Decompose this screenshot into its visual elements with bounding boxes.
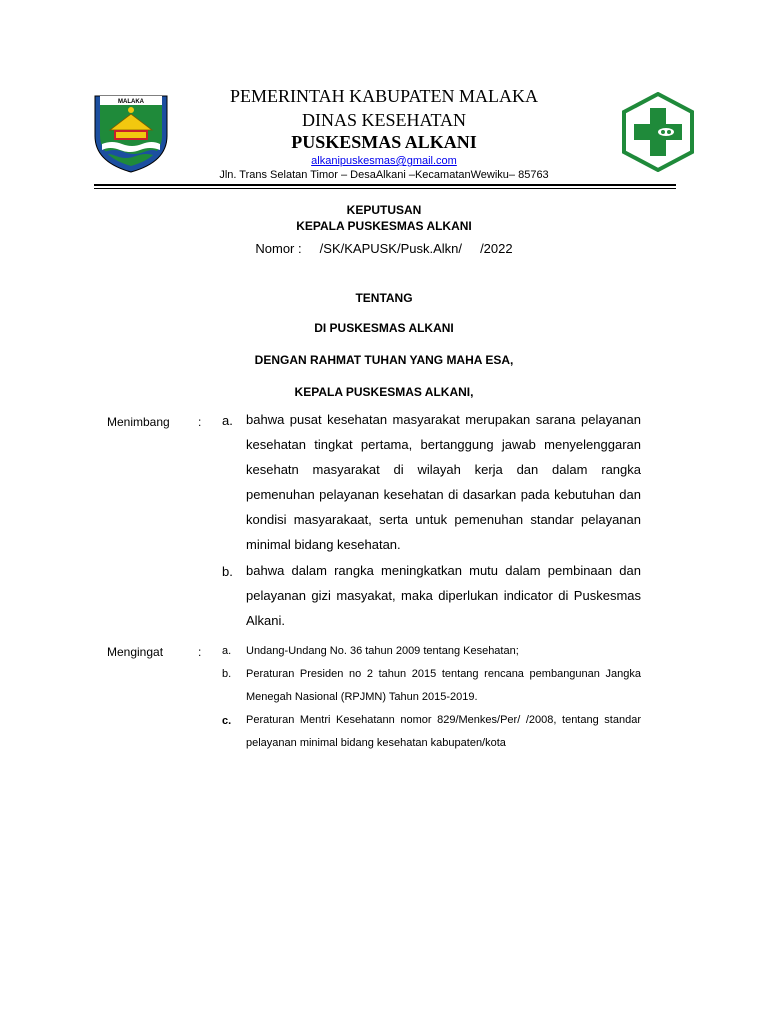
menimbang-item-a: bahwa pusat kesehatan masyarakat merupakan sarana pelayanan kesehatan tingkat pertama, bertanggung jawab menyelenggaran kesehatn masyarakat di wilayah kerja dan dalam rangka pemenuhan pelayanan kesehatan di dasarkan pada kebutuhan dan kondisi masyarakaat, serta untuk pemenuhan standar pelayanan minimal bidang kesehatan. xyxy=(246,412,641,552)
title-kepala: KEPALA PUSKESMAS ALKANI xyxy=(296,219,472,233)
mengingat-mark-c: c. xyxy=(222,715,232,727)
kabupaten-malaka-emblem xyxy=(92,90,170,174)
header-department: DINAS KESEHATAN xyxy=(301,110,467,130)
menimbang-mark-a: a. xyxy=(222,413,233,428)
title-kepala-signatory: KEPALA PUSKESMAS ALKANI, xyxy=(294,385,474,399)
title-keputusan: KEPUTUSAN xyxy=(346,203,422,217)
header-divider-thick xyxy=(94,184,676,186)
menimbang-label: Menimbang xyxy=(107,415,170,429)
menimbang-mark-b: b. xyxy=(222,564,233,579)
mengingat-mark-b: b. xyxy=(222,668,232,680)
puskesmas-logo xyxy=(622,92,694,172)
header-puskesmas: PUSKESMAS ALKANI xyxy=(291,132,477,152)
menimbang-item-b: bahwa dalam rangka meningkatkan mutu dalam pembinaan dan pelayanan gizi masyakat, maka diperlukan indicator di Puskesmas Alkani. xyxy=(246,563,641,628)
svg-text:MALAKA: MALAKA xyxy=(118,99,144,105)
document-number xyxy=(150,241,618,256)
address-line: Jln. Trans Selatan Timor – DesaAlkani –KecamatanWewiku– 85763 xyxy=(219,169,549,181)
mengingat-mark-a: a. xyxy=(222,645,232,657)
mengingat-item-c: Peraturan Mentri Kesehatann nomor 829/Menkes/Per/ /2008, tentang standar pelayanan minimal bidang kesehatan kabupaten/kota xyxy=(246,714,641,749)
mengingat-item-b: Peraturan Presiden no 2 tahun 2015 tentang rencana pembangunan Jangka Menegah Nasional (RPJMN) Tahun 2015-2019. xyxy=(246,668,641,703)
title-location: DI PUSKESMAS ALKANI xyxy=(314,321,454,335)
email-link[interactable]: alkanipuskesmas@gmail.com xyxy=(311,155,457,167)
header-divider-thin xyxy=(94,188,676,189)
mengingat-label: Mengingat xyxy=(107,645,164,659)
title-rahmat: DENGAN RAHMAT TUHAN YANG MAHA ESA, xyxy=(254,353,514,367)
menimbang-colon: : xyxy=(198,415,202,429)
header-government: PEMERINTAH KABUPATEN MALAKA xyxy=(230,86,538,106)
title-tentang: TENTANG xyxy=(355,291,413,305)
mengingat-item-a: Undang-Undang No. 36 tahun 2009 tentang Kesehatan; xyxy=(246,645,519,657)
nomor-label: Nomor : xyxy=(255,241,302,256)
mengingat-colon: : xyxy=(198,645,202,659)
nomor-value: /SK/KAPUSK/Pusk.Alkn/ /2022 xyxy=(319,241,513,256)
